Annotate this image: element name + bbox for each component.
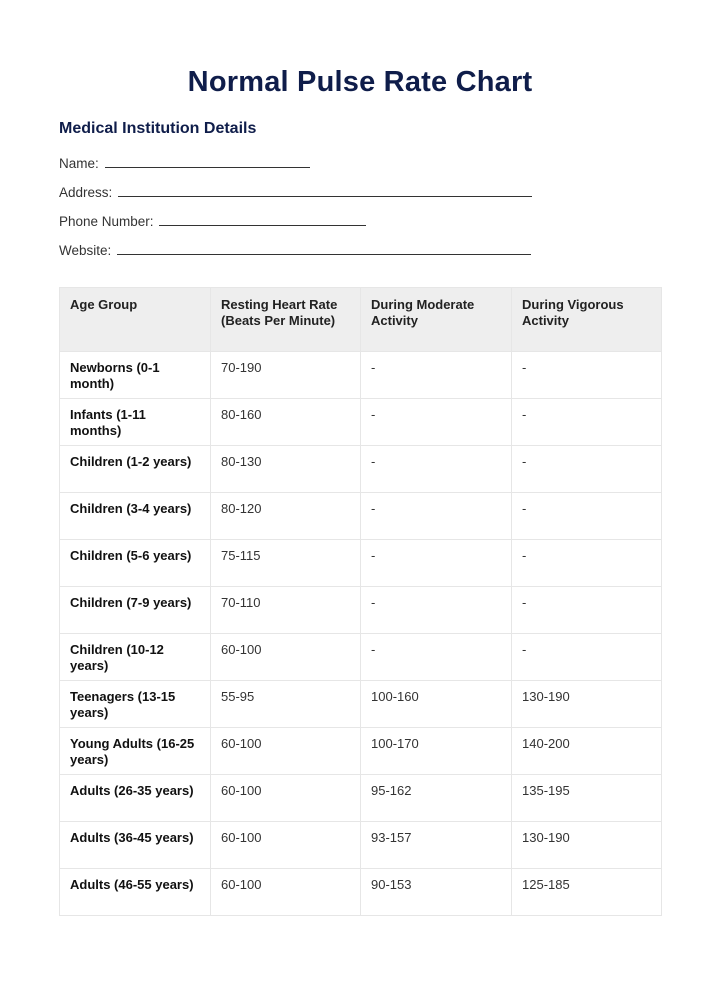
- table-row: [60, 634, 662, 681]
- cell-age-group: Adults (26-35 years): [60, 775, 211, 822]
- cell-moderate-rate: 100-170: [361, 728, 512, 775]
- table-row: [60, 587, 662, 634]
- cell-moderate-rate: 90-153: [361, 869, 512, 916]
- cell-resting-rate: 60-100: [211, 775, 361, 822]
- cell-age-group: Newborns (0-1 month): [60, 352, 211, 399]
- cell-moderate-rate: -: [361, 352, 512, 399]
- page-title: Normal Pulse Rate Chart: [187, 66, 533, 98]
- table-row: [60, 540, 662, 587]
- cell-resting-rate: 70-190: [211, 352, 361, 399]
- cell-age-group: Young Adults (16-25 years): [60, 728, 211, 775]
- cell-resting-rate: 60-100: [211, 869, 361, 916]
- header-vigorous-activity: During Vigorous Activity: [512, 288, 662, 352]
- cell-age-group: Adults (46-55 years): [60, 869, 211, 916]
- cell-vigorous-rate: -: [512, 493, 662, 540]
- cell-resting-rate: 80-120: [211, 493, 361, 540]
- cell-moderate-rate: 100-160: [361, 681, 512, 728]
- table-row: [60, 728, 662, 775]
- cell-resting-rate: 60-100: [211, 634, 361, 681]
- cell-moderate-rate: -: [361, 634, 512, 681]
- table-row: [60, 446, 662, 493]
- cell-age-group: Teenagers (13-15 years): [60, 681, 211, 728]
- cell-moderate-rate: 93-157: [361, 822, 512, 869]
- website-label: Website:: [59, 243, 112, 258]
- cell-moderate-rate: -: [361, 587, 512, 634]
- cell-age-group: Children (7-9 years): [60, 587, 211, 634]
- cell-age-group: Children (1-2 years): [60, 446, 211, 493]
- table-row: [60, 399, 662, 446]
- cell-vigorous-rate: 130-190: [512, 822, 662, 869]
- cell-moderate-rate: -: [361, 493, 512, 540]
- cell-vigorous-rate: 130-190: [512, 681, 662, 728]
- table-row: [60, 822, 662, 869]
- website-blank-line: [117, 242, 531, 255]
- cell-age-group: Children (10-12 years): [60, 634, 211, 681]
- cell-vigorous-rate: -: [512, 446, 662, 493]
- header-moderate-activity: During Moderate Activity: [361, 288, 512, 352]
- cell-vigorous-rate: 125-185: [512, 869, 662, 916]
- name-label: Name:: [59, 156, 99, 171]
- name-field: [59, 155, 310, 171]
- cell-resting-rate: 70-110: [211, 587, 361, 634]
- table-header: [60, 288, 662, 352]
- cell-resting-rate: 80-130: [211, 446, 361, 493]
- cell-resting-rate: 55-95: [211, 681, 361, 728]
- cell-vigorous-rate: 140-200: [512, 728, 662, 775]
- phone-label: Phone Number:: [59, 214, 154, 229]
- table-row: [60, 352, 662, 399]
- cell-vigorous-rate: 135-195: [512, 775, 662, 822]
- table-row: [60, 681, 662, 728]
- cell-vigorous-rate: -: [512, 540, 662, 587]
- phone-blank-line: [159, 213, 366, 226]
- cell-vigorous-rate: -: [512, 634, 662, 681]
- phone-field: [59, 213, 366, 229]
- cell-resting-rate: 75-115: [211, 540, 361, 587]
- cell-resting-rate: 60-100: [211, 728, 361, 775]
- cell-age-group: Infants (1-11 months): [60, 399, 211, 446]
- table-header-row: [60, 288, 662, 352]
- cell-resting-rate: 80-160: [211, 399, 361, 446]
- table-row: [60, 775, 662, 822]
- cell-moderate-rate: -: [361, 399, 512, 446]
- cell-moderate-rate: -: [361, 446, 512, 493]
- address-blank-line: [118, 184, 532, 197]
- address-field: [59, 184, 532, 200]
- cell-age-group: Children (5-6 years): [60, 540, 211, 587]
- pulse-rate-table: [59, 287, 662, 916]
- header-age-group: Age Group: [60, 288, 211, 352]
- section-title: Medical Institution Details: [59, 120, 257, 137]
- name-blank-line: [105, 155, 310, 168]
- website-field: [59, 242, 531, 258]
- cell-moderate-rate: 95-162: [361, 775, 512, 822]
- cell-moderate-rate: -: [361, 540, 512, 587]
- cell-resting-rate: 60-100: [211, 822, 361, 869]
- cell-age-group: Adults (36-45 years): [60, 822, 211, 869]
- cell-vigorous-rate: -: [512, 399, 662, 446]
- table-body: [60, 352, 662, 916]
- address-label: Address:: [59, 185, 113, 200]
- table-row: [60, 869, 662, 916]
- cell-vigorous-rate: -: [512, 352, 662, 399]
- header-resting-heart-rate: Resting Heart Rate (Beats Per Minute): [211, 288, 361, 352]
- table-row: [60, 493, 662, 540]
- cell-age-group: Children (3-4 years): [60, 493, 211, 540]
- cell-vigorous-rate: -: [512, 587, 662, 634]
